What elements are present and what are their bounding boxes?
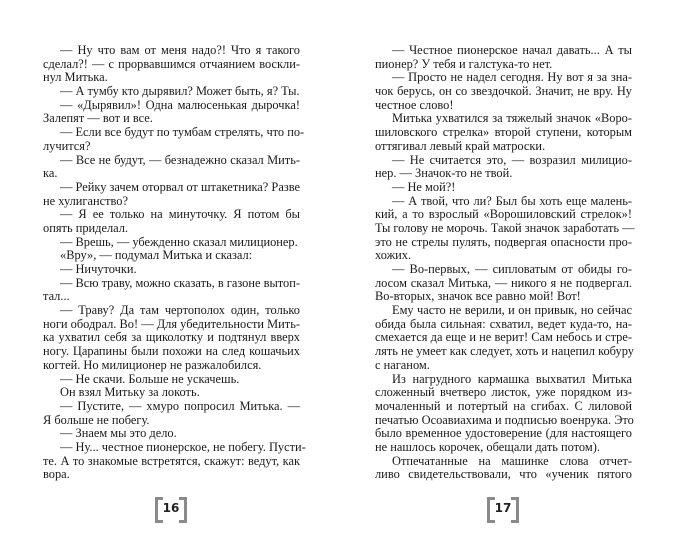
text-line: честное слово! — [375, 97, 454, 112]
text-line: — Честное пионерское начал давать... А ты — [392, 43, 632, 57]
text-line: Из нагрудного кармашка выхватил Митька — [392, 371, 632, 386]
text-line: это не стрелы пулять, подвергая опасности про- — [375, 234, 632, 249]
text-line: — А твой, что ли? Был бы хоть еще малень- — [392, 193, 632, 208]
left-page-text — [43, 43, 306, 482]
text-line: — Если все будут по тумбам стрелять, что по- — [60, 125, 305, 140]
text-line: лучится? — [43, 138, 91, 153]
page-number-right: 17 — [490, 497, 516, 519]
text-line: Он взял Митьку за локоть. — [60, 385, 200, 400]
text-line: лосом сказал Митька, — никого я не подвергал. — [375, 275, 632, 290]
text-line: Митька ухватился за тяжелый значок «Воро- — [392, 111, 632, 126]
text-line: — Ничуточки. — [60, 262, 137, 276]
text-line: — Во-первых, — сипловатым от обиды го- — [392, 262, 632, 276]
text-line: ноги ободрал. Во! — Для убедительности Мить- — [43, 316, 300, 331]
text-line: Ему часто не верили, и он привык, но сейчас — [392, 303, 632, 318]
text-line: было временное удостоверение (для настоящего — [375, 426, 632, 441]
text-line: — Ну... честное пионерское, не побегу. Пусти- — [60, 439, 306, 454]
text-line: нул Митька. — [43, 70, 108, 85]
text-line: с наганом. — [375, 357, 430, 372]
text-line: оттягивал левый край матроски. — [375, 138, 546, 153]
text-line: — Ну что вам от меня надо?! Что я такого — [60, 43, 300, 57]
text-line: ка ухватил себя за щиколотку и подтянул вверх — [43, 330, 300, 345]
text-line: те. А то знакомые встретятся, скажут: ведут, как — [43, 453, 300, 468]
text-line: сложенный вчетверо листок, уже порядком из- — [375, 385, 632, 400]
text-line: — Просто не надел сегодня. Ну вот я за зна- — [392, 70, 632, 85]
text-line: опять приделал. — [43, 220, 129, 235]
text-line: «Вру», — подумал Митька и сказал: — [60, 248, 253, 263]
text-line: — Не скачи. Больше не ускачешь. — [60, 371, 240, 386]
text-line: — Пустите, — хмуро попросил Митька. — — [60, 398, 300, 413]
text-line: лять не умеет как следует, хоть и нацепил кобуру — [375, 344, 634, 359]
text-line: не хулиганство? — [43, 193, 129, 208]
text-line: когтей. Но милиционер не разжалобился. — [43, 357, 262, 372]
text-line: вора. — [43, 467, 70, 482]
text-line: шиловского стрелка» второй ступени, которым — [375, 125, 632, 140]
text-line: — Рейку зачем оторвал от штакетника? Разве — [60, 179, 300, 194]
text-line: кий, а то взрослый «Ворошиловский стрелок»! — [375, 207, 632, 222]
text-line: — Врешь, — убежденно сказал милиционер. — [60, 234, 298, 249]
text-line: хожих. — [375, 248, 412, 263]
text-line: — Всю траву, можно сказать, в газоне вытоп- — [60, 275, 300, 290]
text-line: ка. — [43, 166, 58, 181]
text-line: Ты голову не морочь. Такой значок заработать — — [375, 220, 635, 235]
text-line: Во-вторых, значок все равно мой! Вот! — [375, 289, 581, 304]
text-line: — Не мой?! — [392, 179, 456, 194]
right-page-text — [375, 43, 635, 482]
text-line: — «Дырявил»! Одна малюсенькая дырочка! — [60, 97, 300, 112]
text-line: сделал?! — с прорвавшимся отчаянием воскли- — [43, 56, 300, 71]
text-line: пионер? У тебя и галстука-то нет. — [375, 56, 553, 71]
text-line: тал... — [43, 289, 70, 304]
text-line: — Траву? Да там чертополох один, только — [60, 303, 300, 318]
text-line: Залепят — вот и все. — [43, 111, 153, 126]
text-line: смехается да еще и не верит! Сам небось и стре- — [375, 330, 632, 345]
text-line: мочаленный и потертый на сгибах. С лиловой — [375, 398, 632, 413]
text-line: печатью Осоавиахима и подписью военрука. Это — [375, 412, 634, 427]
text-line: чок берусь, он со звездочкой. Значит, не вру. Ну — [375, 84, 632, 99]
text-line: нер. — Значок-то не твой. — [375, 166, 513, 181]
text-line: — Я ее только на минуточку. Я потом бы — [60, 207, 300, 222]
text-line: Отпечатанные на машинке слова отчет- — [392, 453, 632, 468]
text-line: Я больше не побегу. — [43, 412, 150, 427]
text-line: обида была сильная: схватил, ведет куда-то, на- — [375, 316, 632, 331]
right-page — [337, 0, 674, 539]
page-number-left: 16 — [158, 497, 184, 519]
text-line: ногу. Царапины были похожи на след кошачьих — [43, 344, 300, 359]
text-line: — А тумбу кто дырявил? Может быть, я? Ты. — [60, 84, 300, 99]
text-line: ливо свидетельствовали, что «ученик пятого — [375, 467, 632, 482]
text-line: — Знаем мы это дело. — [60, 426, 177, 441]
text-line: — Не считается это, — возразил милицио- — [392, 152, 632, 167]
text-line: не нашлось корочек, обещали дать потом). — [375, 439, 600, 454]
text-line: — Все не будут, — безнадежно сказал Мить- — [60, 152, 300, 167]
